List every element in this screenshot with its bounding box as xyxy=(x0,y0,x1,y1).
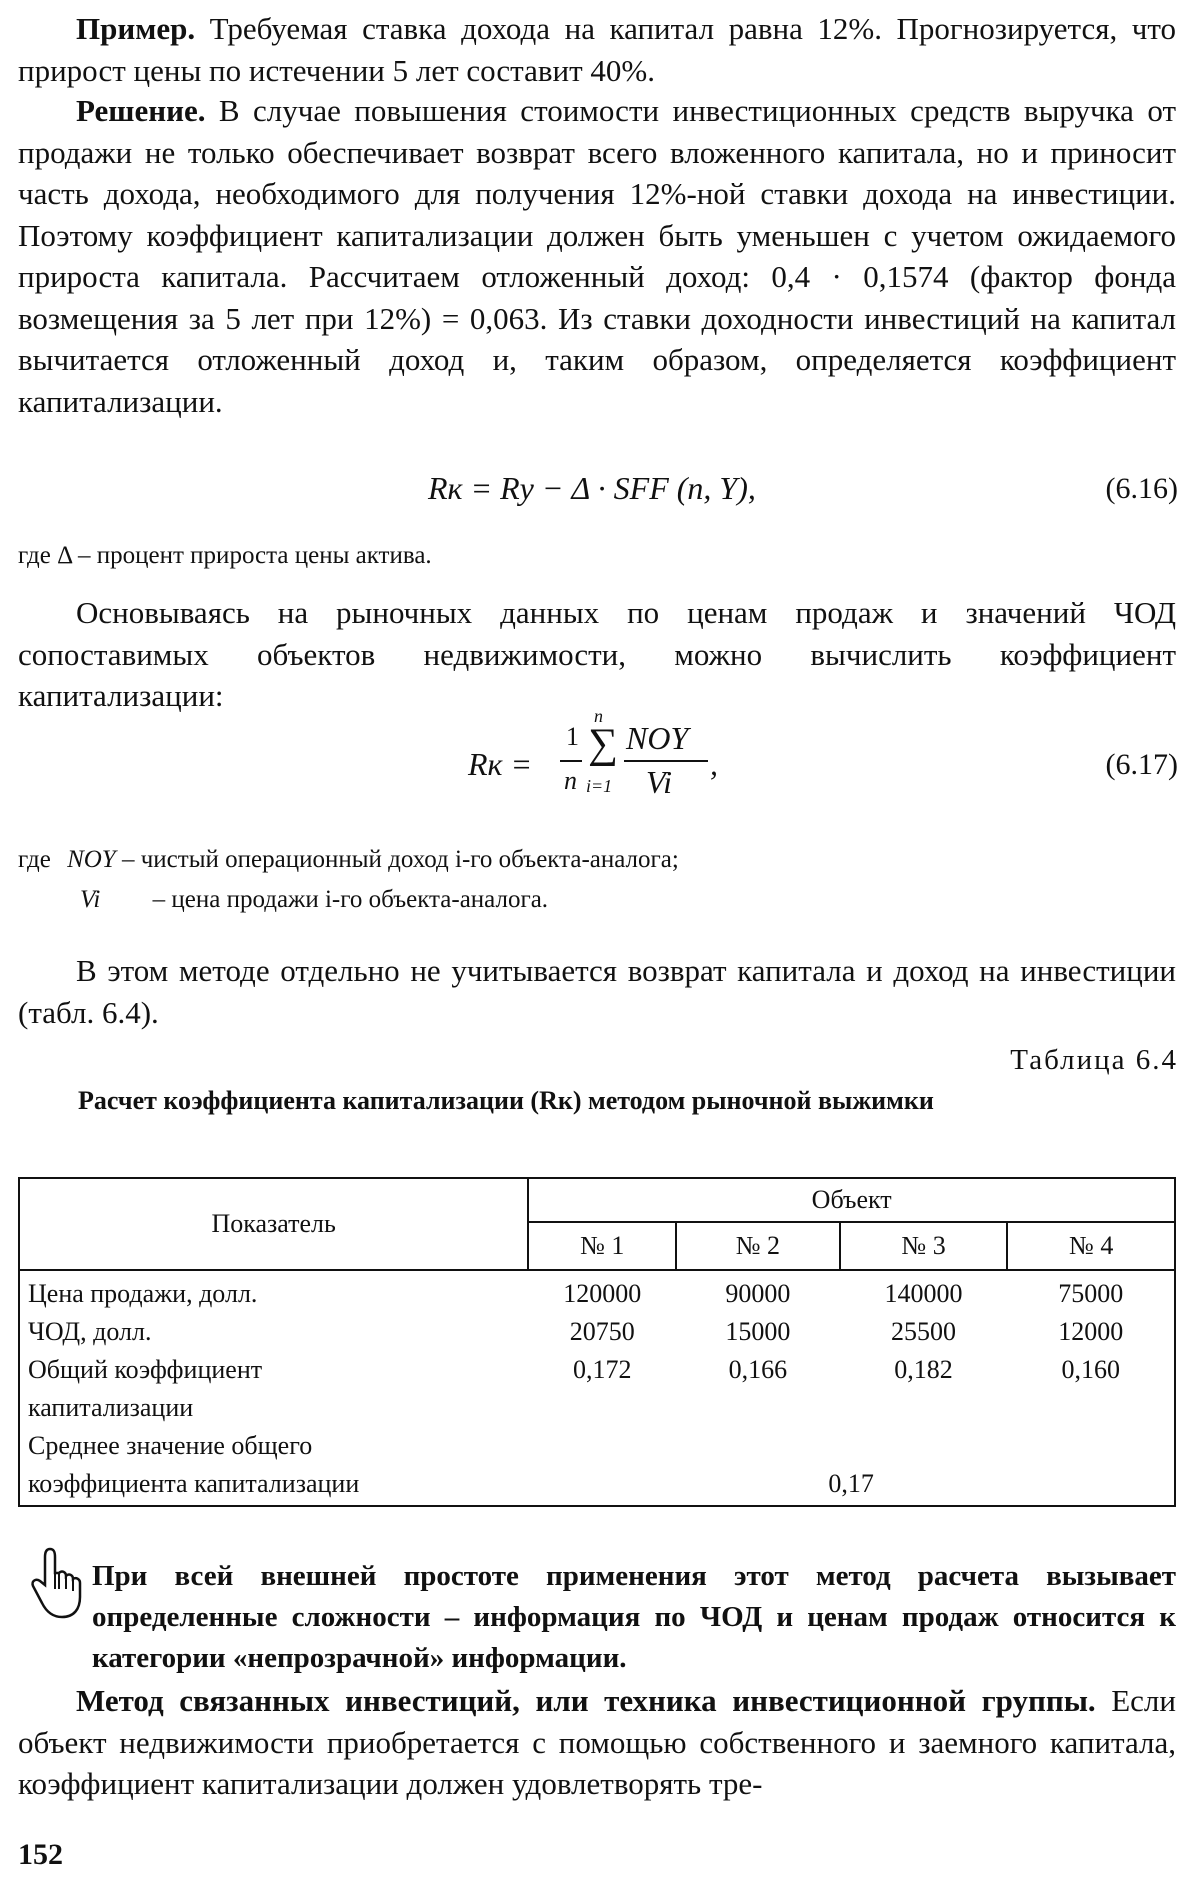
linked-investments-label: Метод связанных инвестиций, или техника инвестиционной группы. xyxy=(76,1683,1096,1718)
example-paragraph xyxy=(18,8,1176,91)
header-object-2: № 2 xyxy=(676,1222,840,1270)
where-delta: где Δ – процент прироста цены актива. xyxy=(18,542,432,569)
frac-numerator: 1 xyxy=(566,722,579,751)
formula-lhs: Rк = xyxy=(468,746,533,782)
market-data-paragraph: Основываясь на рыночных данных по ценам продаж и значений ЧОД сопоставимых объектов недвижимости, можно вычислить коэффициент капитализации: xyxy=(18,595,1176,713)
linked-investments-paragraph xyxy=(18,1680,1176,1805)
pointing-hand-icon xyxy=(28,1545,88,1625)
inner-numerator: NOY xyxy=(626,720,689,756)
header-object-3: № 3 xyxy=(840,1222,1008,1270)
table-label: Таблица 6.4 xyxy=(1010,1044,1178,1076)
frac-line xyxy=(560,760,582,762)
example-text: Требуемая ставка дохода на капитал равна 12%. Прогнозируется, что прирост цены по истечении 5 лет составит 40%. xyxy=(18,11,1176,88)
warning-note: При всей внешней простоте применения этот метод расчета вызывает определенные сложности – информация по ЧОД и ценам продаж относится к категории «непрозрачной» информации. xyxy=(92,1560,1176,1674)
table-row: ЧОД, долл. 20750 15000 25500 12000 xyxy=(28,1317,1124,1346)
header-object-1: № 1 xyxy=(528,1222,676,1270)
solution-label: Решение. xyxy=(76,93,206,128)
table-row: Общий коэффициент капитализации 0,172 0,166 0,182 0,160 xyxy=(28,1355,1120,1422)
sum-top: n xyxy=(594,706,603,726)
where-noy: где NOY – чистый операционный доход i-го объекта-аналога; xyxy=(18,846,679,873)
where-v: Vi – цена продажи i-го объекта-аналога. xyxy=(80,886,549,913)
formula-6-16: Rк = Rу − Δ · SFF (n, Y), xyxy=(428,470,756,506)
solution-paragraph xyxy=(18,90,1176,422)
header-indicator: Показатель xyxy=(19,1178,528,1270)
table-row-average: Среднее значение общего коэффициента капитализации 0,17 xyxy=(28,1431,874,1498)
capitalization-table xyxy=(18,1177,1176,1507)
header-object: Объект xyxy=(528,1178,1175,1222)
frac-denominator: n xyxy=(564,766,577,795)
page-number: 152 xyxy=(18,1838,63,1871)
inner-frac-line xyxy=(624,760,708,762)
linked-investments-text: Если объект недвижимости приобретается с помощью собственного и заемного капитала, коэффициент капитализации должен удовлетворять тре- xyxy=(18,1683,1176,1801)
table-title: Расчет коэффициента капитализации (Rк) методом рыночной выжимки xyxy=(78,1086,934,1115)
method-note-paragraph: В этом методе отдельно не учитывается возврат капитала и доход на инвестиции (табл. 6.4). xyxy=(18,953,1176,1030)
inner-denominator: Vi xyxy=(646,764,673,800)
solution-text: В случае повышения стоимости инвестиционных средств выручка от продажи не только обеспечивает возврат всего вложенного капитала, но и приносит часть дохода, необходимого для получения 12%-ной ставки дохода на инвестиции. Поэтому коэффициент капитализации должен быть уменьшен с учетом ожидаемого прироста капитала. Рассчитаем отложенный доход: 0,4 · 0,1574 (фактор фонда возмещения за 5 лет при 12%) = 0,063. Из ставки доходности инвестиций на капитал вычитается отложенный доход и, таким образом, определяется коэффициент капитализации. xyxy=(18,93,1176,419)
sum-sign: ∑ xyxy=(588,721,618,767)
equation-number-6-16: (6.16) xyxy=(1105,472,1178,505)
equation-number-6-17: (6.17) xyxy=(1105,748,1178,781)
header-object-4: № 4 xyxy=(1007,1222,1175,1270)
sum-bottom: i=1 xyxy=(586,776,613,796)
example-label: Пример. xyxy=(76,11,196,46)
table-row: Цена продажи, долл. 120000 90000 140000 75000 xyxy=(28,1279,1124,1308)
formula-6-17: Rк = 1 n n ∑ i=1 NOY Vi , xyxy=(468,706,718,800)
